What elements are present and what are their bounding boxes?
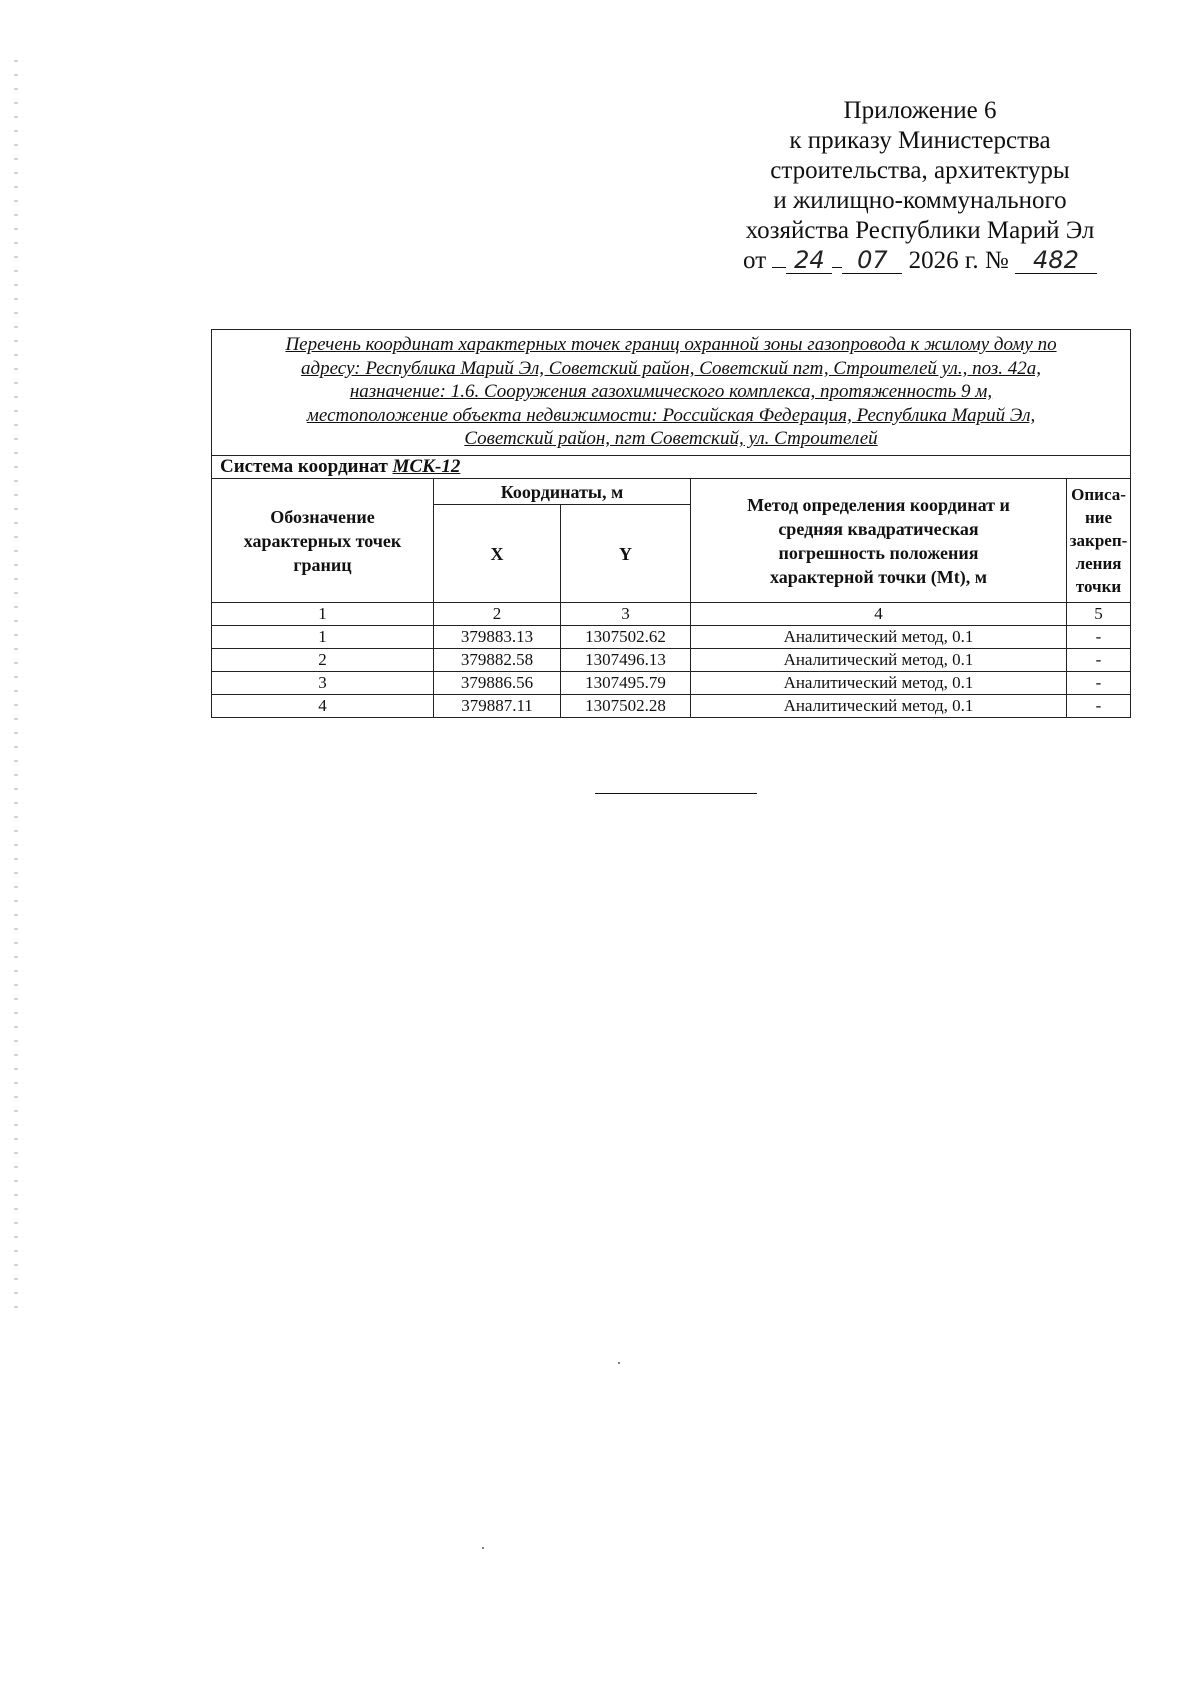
cell-method: Аналитический метод, 0.1	[691, 672, 1067, 695]
cell-point: 3	[212, 672, 434, 695]
handwritten-order-number: 482	[1015, 247, 1097, 274]
header-method: Метод определения координат и средняя квадратическая погрешность положения характерной точки (Mt), м	[691, 479, 1067, 603]
coordinates-table	[211, 329, 1131, 718]
scan-speck	[482, 1547, 484, 1549]
cell-x: 379883.13	[434, 626, 561, 649]
column-number: 1	[212, 603, 434, 626]
table-row	[212, 649, 1131, 672]
table-row	[212, 672, 1131, 695]
caption-line: назначение: 1.6. Сооружения газохимического комплекса, протяженность 9 м,	[349, 381, 993, 403]
cell-x: 379887.11	[434, 695, 561, 718]
cell-x: 379882.58	[434, 649, 561, 672]
header-line-3: строительства, архитектуры	[770, 157, 1070, 184]
cell-method: Аналитический метод, 0.1	[691, 649, 1067, 672]
column-numbers-row	[212, 603, 1131, 626]
cell-description: -	[1067, 672, 1131, 695]
column-number: 3	[561, 603, 691, 626]
end-of-document-line	[595, 793, 757, 794]
scan-speck	[618, 1362, 620, 1364]
cell-point: 4	[212, 695, 434, 718]
coordinate-system-label: Система координат	[220, 456, 388, 477]
table-row	[212, 695, 1131, 718]
cell-description: -	[1067, 626, 1131, 649]
scan-margin-marks	[14, 60, 18, 1310]
caption-line: местоположение объекта недвижимости: Российская Федерация, Республика Марий Эл,	[306, 404, 1036, 426]
header-point-designation: Обозначение характерных точек границ	[212, 479, 434, 603]
cell-y: 1307502.28	[561, 695, 691, 718]
date-prefix: от	[743, 247, 767, 274]
handwritten-day: 24	[786, 247, 832, 274]
caption-line: Советский район, пгт Советский, ул. Строителей	[464, 428, 878, 450]
order-date-line	[700, 246, 1140, 276]
handwritten-month: 07	[842, 247, 902, 274]
coordinate-system-row	[212, 456, 1131, 479]
date-year-label: 2026 г. №	[908, 247, 1009, 274]
header-line-5: хозяйства Республики Марий Эл	[745, 217, 1095, 244]
column-number: 4	[691, 603, 1067, 626]
header-line-1: Приложение 6	[843, 97, 997, 124]
cell-method: Аналитический метод, 0.1	[691, 695, 1067, 718]
column-number: 5	[1067, 603, 1131, 626]
cell-x: 379886.56	[434, 672, 561, 695]
table-caption	[212, 330, 1131, 456]
cell-method: Аналитический метод, 0.1	[691, 626, 1067, 649]
column-number: 2	[434, 603, 561, 626]
cell-point: 2	[212, 649, 434, 672]
header-description: Описа- ние закреп- ления точки	[1067, 479, 1131, 603]
header-x: X	[434, 505, 561, 603]
appendix-header	[700, 96, 1140, 276]
header-line-4: и жилищно-коммунального	[773, 187, 1067, 214]
coordinate-system-value: МСК-12	[392, 456, 461, 477]
table-row	[212, 626, 1131, 649]
cell-y: 1307496.13	[561, 649, 691, 672]
cell-point: 1	[212, 626, 434, 649]
caption-line: Перечень координат характерных точек границ охранной зоны газопровода к жилому дому по	[285, 334, 1057, 356]
header-y: Y	[561, 505, 691, 603]
cell-description: -	[1067, 649, 1131, 672]
cell-description: -	[1067, 695, 1131, 718]
header-line-2: к приказу Министерства	[789, 127, 1051, 154]
cell-y: 1307502.62	[561, 626, 691, 649]
cell-y: 1307495.79	[561, 672, 691, 695]
header-coordinates: Координаты, м	[434, 479, 691, 505]
caption-line: адресу: Республика Марий Эл, Советский район, Советский пгт, Строителей ул., поз. 42а,	[301, 357, 1041, 379]
